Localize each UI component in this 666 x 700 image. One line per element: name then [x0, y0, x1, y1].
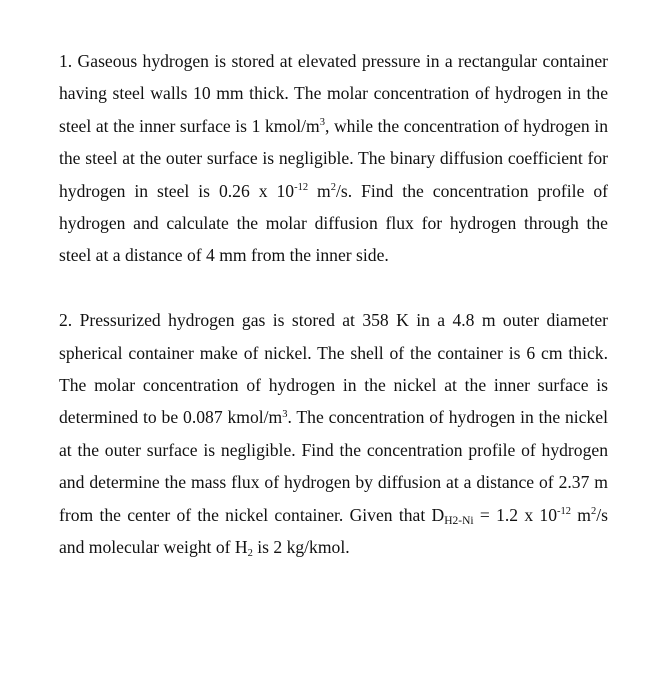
problem-1-superscript-squared: 2: [330, 182, 336, 194]
diffusion-coefficient-symbol: D: [431, 504, 445, 525]
problem-1-text-d: /s. Find the concentration profile of hydrogen and calculate the molar diffusion flux for hydrogen through the steel at a distance of 4 mm from the inner side.: [59, 180, 608, 266]
document-page: [59, 45, 608, 563]
problem-1-text-b: , while the concentration of hydrogen in the steel at the outer surface is negligible. The binary diffusion coefficient for hydrogen in steel is 0.26 x 10: [59, 115, 608, 201]
problem-2-exponent: -12: [557, 506, 572, 518]
problem-1-text-c: m: [308, 180, 331, 201]
problem-2-text-e: /s and molecular weight of H: [59, 504, 608, 558]
problem-1: [59, 45, 608, 272]
problem-2-superscript-cubed: 3: [282, 408, 288, 420]
problem-1-superscript-cubed: 3: [319, 117, 325, 129]
diffusion-coefficient-subscript: H2-Ni: [444, 514, 474, 527]
problem-1-text-a: 1. Gaseous hydrogen is stored at elevated pressure in a rectangular container having steel walls 10 mm thick. The molar concentration of hydrogen in the steel at the inner surface is 1 kmol/m: [59, 51, 608, 136]
hydrogen-subscript: 2: [247, 548, 253, 560]
problem-2-superscript-squared: 2: [591, 506, 597, 518]
problem-2-text-c: = 1.2 x 10: [473, 504, 558, 525]
problem-2-text-d: m: [571, 504, 591, 525]
problem-2-text-a: 2. Pressurized hydrogen gas is stored at 358 K in a 4.8 m outer diameter spherical container make of nickel. The shell of the container is 6 cm thick. The molar concentration of hydrogen in the nickel at the inner surface is determined to be 0.087 kmol/m: [59, 310, 608, 428]
problem-2-text-f: is 2 kg/kmol.: [252, 537, 350, 558]
problem-2-text-b: . The concentration of hydrogen in the nickel at the outer surface is negligible. Find the concentration profile of hydrogen and determine the mass flux of hydrogen by diffusion at a distance of 2.37 m from the center of the nickel container. Given that: [59, 407, 608, 525]
problem-1-exponent: -12: [294, 182, 309, 194]
problem-2: [59, 304, 608, 563]
